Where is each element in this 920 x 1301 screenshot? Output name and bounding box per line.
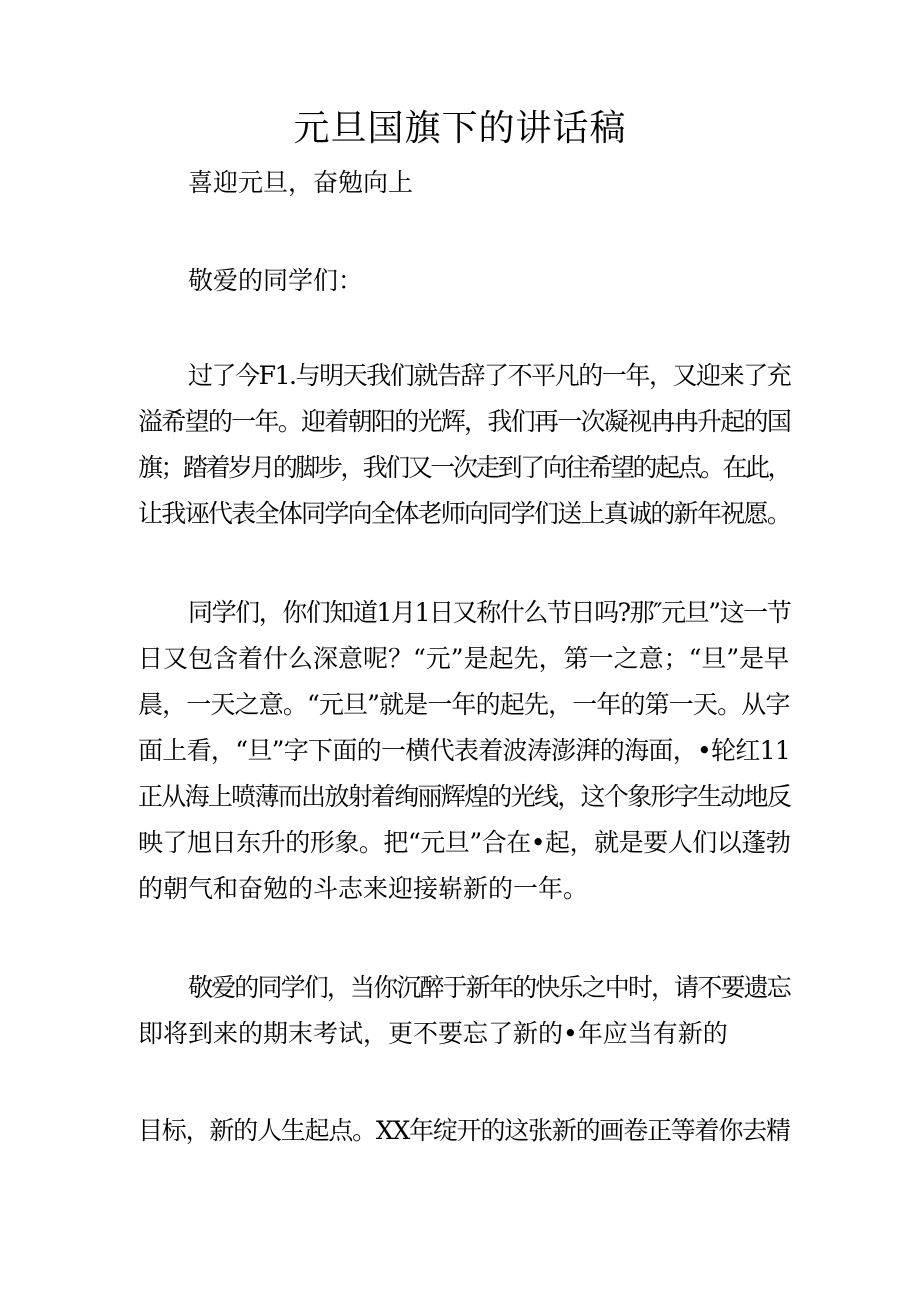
paragraph-line: 旗；踏着岁月的脚步，我们又一次走到了向往希望的起点。在此， — [138, 453, 790, 482]
paragraph-line: 敬爱的同学们，当你沉醉于新年的快乐之中时，请不要遗忘 — [188, 973, 790, 1002]
paragraph-line: 即将到来的期末考试，更不要忘了新的•年应当有新的 — [138, 1019, 728, 1048]
paragraph-line: 映了旭日东升的形象。把“元旦”合在•起，就是要人们以蓬勃 — [138, 828, 791, 857]
paragraph-line: 的朝气和奋勉的斗志来迎接崭新的一年。 — [138, 874, 589, 903]
paragraph-line: 正从海上喷薄而出放射着绚丽辉煌的光线，这个象形字生动地反 — [138, 782, 791, 811]
paragraph-line: 过了今F1.与明天我们就告辞了不平凡的一年，又迎来了充 — [188, 361, 791, 390]
document-subtitle: 喜迎元旦，奋勉向上 — [188, 168, 414, 197]
paragraph-line: 面上看，“旦”字下面的一横代表着波涛澎湃的海面，•轮红11 — [138, 736, 791, 765]
paragraph-line: 晨，一天之意。“元旦”就是一年的起先，一年的第一天。从字 — [138, 690, 790, 719]
paragraph-line: 目标，新的人生起点。XX年绽开的这张新的画卷正等着你去精 — [138, 1116, 790, 1145]
paragraph-line: 同学们，你们知道1月1日又称什么节日吗?那″元旦”这一节 — [188, 598, 791, 627]
salutation: 敬爱的同学们： — [188, 266, 364, 295]
document-title: 元旦国旗下的讲话稿 — [293, 108, 627, 149]
paragraph-line: 让我诬代表全体同学向全体老师向同学们送上真诚的新年祝愿。 — [138, 499, 791, 528]
paragraph-line: 日又包含着什么深意呢？“元”是起先，第一之意；“旦”是早 — [138, 644, 790, 673]
paragraph-line: 溢希望的一年。迎着朝阳的光辉，我们再一次凝视冉冉升起的国 — [138, 407, 791, 436]
